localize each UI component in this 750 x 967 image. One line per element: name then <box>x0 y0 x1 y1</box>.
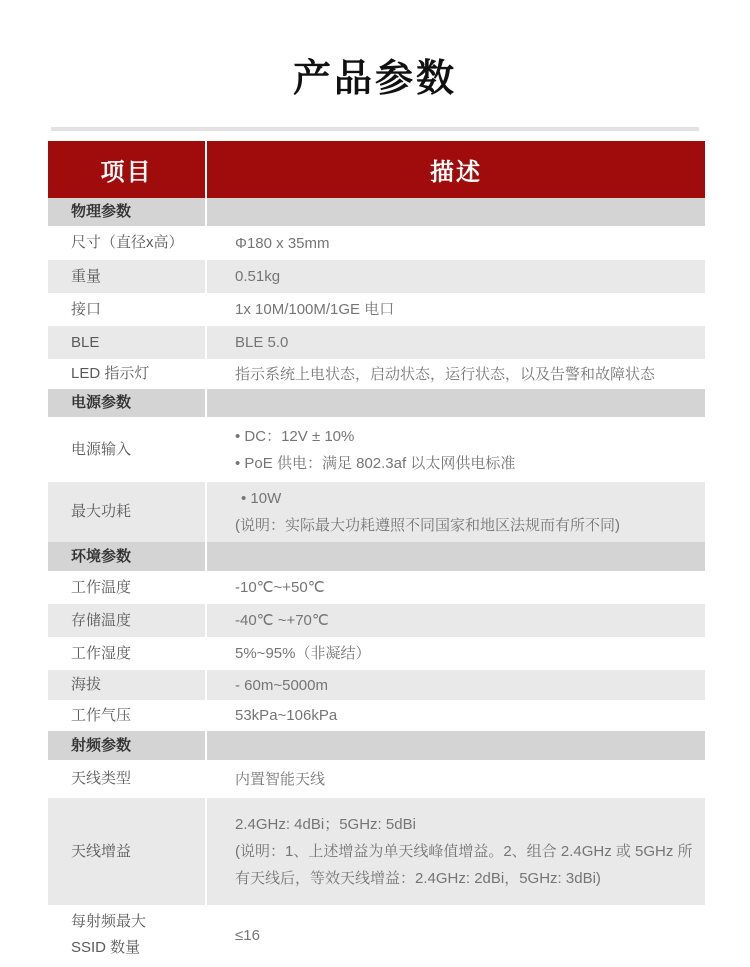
spec-value <box>207 326 705 359</box>
spec-value-line: BLE 5.0 <box>235 334 289 351</box>
spec-label: 工作温度 <box>48 571 207 604</box>
spec-value-line: 2.4GHz: 4dBi；5GHz: 5dBi <box>235 816 416 833</box>
spec-row-antenna-type <box>48 760 705 798</box>
page-title: 产品参数 <box>292 58 457 100</box>
spec-row-weight <box>48 260 705 293</box>
spec-value-line: Φ180 x 35mm <box>235 234 330 252</box>
spec-row-antenna-gain <box>48 798 705 905</box>
spec-value <box>207 260 705 293</box>
spec-row-dimensions <box>48 226 705 260</box>
spec-row-humidity <box>48 637 705 670</box>
section-value-empty <box>207 198 705 226</box>
spec-row-air-pressure <box>48 700 705 731</box>
spec-value-line: 内置智能天线 <box>235 770 326 788</box>
spec-value-line: • DC：12V ± 10% <box>235 427 355 445</box>
section-row-rf <box>48 731 705 760</box>
spec-row-interface <box>48 293 705 326</box>
spec-value <box>207 760 705 798</box>
section-value-empty <box>207 389 705 417</box>
spec-value <box>207 798 705 905</box>
column-header-description: 描述 <box>430 159 482 186</box>
section-label: 环境参数 <box>48 542 207 571</box>
spec-value <box>207 417 705 482</box>
spec-row-power-input <box>48 417 705 482</box>
spec-row-altitude <box>48 670 705 700</box>
spec-value <box>207 604 705 637</box>
spec-value-line: (说明：实际最大功耗遵照不同国家和地区法规而有所不同) <box>235 517 620 534</box>
spec-row-max-ssid <box>48 905 705 965</box>
spec-value-line: • 10W <box>241 490 282 507</box>
spec-row-max-power <box>48 482 705 542</box>
section-label: 物理参数 <box>48 198 207 226</box>
spec-value-line: - 60m~5000m <box>235 676 328 694</box>
spec-label: 尺寸（直径x高） <box>48 226 207 260</box>
spec-label <box>48 905 207 965</box>
spec-value <box>207 226 705 260</box>
spec-value-line: 1x 10M/100M/1GE 电口 <box>235 301 395 318</box>
spec-label-line: SSID 数量 <box>71 939 141 956</box>
spec-row-ble <box>48 326 705 359</box>
section-row-environment <box>48 542 705 571</box>
section-row-power <box>48 389 705 417</box>
section-label: 射频参数 <box>48 731 207 760</box>
spec-value <box>207 293 705 326</box>
spec-label: 存储温度 <box>48 604 207 637</box>
spec-value <box>207 482 705 542</box>
spec-value-line: -10℃~+50℃ <box>235 579 325 596</box>
spec-value-line: 0.51kg <box>235 268 281 285</box>
spec-value-line: ≤16 <box>235 926 260 944</box>
spec-label: 电源输入 <box>48 417 207 482</box>
spec-label: 工作气压 <box>48 700 207 731</box>
spec-value-line: (说明：1、上述增益为单天线峰值增益。2、组合 2.4GHz 或 5GHz 所有天线后，等效天线增益：2.4GHz: 2dBi，5GHz: 3dBi) <box>235 843 693 887</box>
spec-value <box>207 637 705 670</box>
spec-label: LED 指示灯 <box>48 359 207 389</box>
spec-label: 接口 <box>48 293 207 326</box>
section-row-physical <box>48 198 705 226</box>
section-value-empty <box>207 731 705 760</box>
spec-label-line: 每射频最大 <box>71 913 147 930</box>
spec-value-line: 指示系统上电状态，启动状态，运行状态，以及告警和故障状态 <box>235 365 656 383</box>
spec-value <box>207 670 705 700</box>
spec-label: 天线增益 <box>48 798 207 905</box>
spec-label: 重量 <box>48 260 207 293</box>
spec-label: BLE <box>48 326 207 359</box>
spec-value <box>207 571 705 604</box>
spec-value-line: -40℃ ~+70℃ <box>235 612 329 629</box>
spec-value-line: • PoE 供电：满足 802.3af 以太网供电标准 <box>235 454 516 472</box>
spec-value <box>207 359 705 389</box>
spec-value-line: 5%~95%（非凝结） <box>235 645 371 662</box>
section-value-empty <box>207 542 705 571</box>
table-top-shadow <box>51 127 699 131</box>
spec-row-operating-temp <box>48 571 705 604</box>
product-spec-table <box>48 141 705 965</box>
spec-label: 海拔 <box>48 670 207 700</box>
spec-value <box>207 905 705 965</box>
section-label: 电源参数 <box>48 389 207 417</box>
spec-value-line: 53kPa~106kPa <box>235 707 338 724</box>
spec-row-storage-temp <box>48 604 705 637</box>
column-header-item: 项目 <box>48 141 207 198</box>
spec-label: 最大功耗 <box>48 482 207 542</box>
spec-label: 天线类型 <box>48 760 207 798</box>
spec-value <box>207 700 705 731</box>
table-header-row <box>48 141 705 198</box>
spec-row-led <box>48 359 705 389</box>
spec-label: 工作湿度 <box>48 637 207 670</box>
